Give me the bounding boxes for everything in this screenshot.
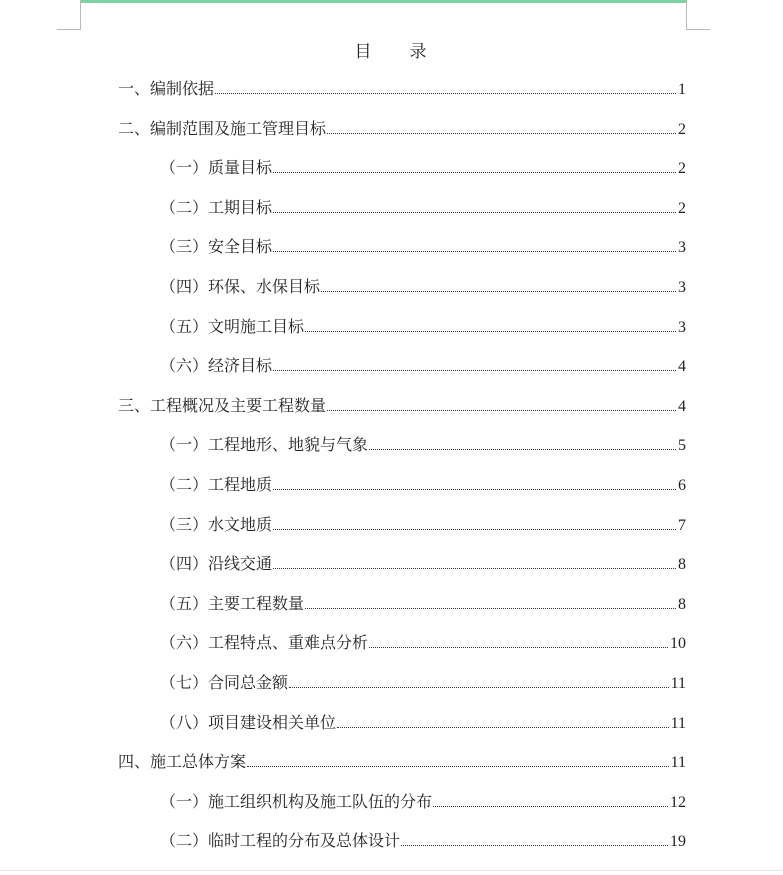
margin-corner-mark-right [686, 0, 710, 30]
toc-entry-label: 二、编制范围及施工管理目标 [118, 118, 327, 138]
toc-page-number: 11 [670, 675, 686, 692]
toc-entry-label: （二）工程地质 [160, 475, 273, 494]
toc-entry-label: （六）工程特点、重难点分析 [160, 633, 369, 653]
toc-dot-leader [401, 845, 668, 846]
toc-dot-leader [305, 331, 676, 332]
toc-entry[interactable] [160, 672, 686, 694]
toc-page-number: 2 [678, 120, 686, 138]
toc-dot-leader [327, 410, 676, 411]
toc-entry-label: （三）水文地质 [160, 514, 273, 534]
toc-entry-label: 四、施工总体方案 [118, 752, 247, 772]
toc-entry[interactable] [160, 236, 686, 258]
toc-entry[interactable] [160, 316, 686, 338]
toc-page-number: 2 [678, 160, 686, 178]
toc-entry[interactable] [160, 276, 686, 298]
toc-entry-label: （五）文明施工目标 [160, 316, 305, 336]
toc-entry[interactable] [160, 791, 686, 813]
toc-entry-label: （八）项目建设相关单位 [160, 712, 337, 732]
page-bottom-divider [0, 870, 783, 871]
toc-page-number: 3 [678, 318, 686, 336]
toc-entry[interactable] [160, 355, 686, 377]
toc-entry-label: （一）质量目标 [160, 158, 273, 178]
toc-entry[interactable] [160, 712, 686, 734]
toc-page-number: 6 [678, 477, 686, 494]
toc-entry-label: （四）沿线交通 [160, 554, 273, 574]
toc-entry[interactable] [118, 118, 686, 140]
toc-page-number: 1 [678, 81, 686, 98]
toc-page-number: 19 [670, 833, 686, 851]
toc-entry[interactable] [160, 632, 686, 654]
toc-page-number: 11 [670, 714, 686, 732]
toc-dot-leader [369, 449, 676, 450]
toc-dot-leader [273, 568, 676, 569]
margin-corner-mark-left [57, 0, 81, 30]
toc-dot-leader [327, 133, 676, 134]
toc-entry[interactable] [160, 593, 686, 615]
toc-dot-leader [273, 370, 676, 371]
toc-entry-label: 三、工程概况及主要工程数量 [118, 395, 327, 415]
toc-page-number: 3 [678, 239, 686, 257]
toc-entry-label: （三）安全目标 [160, 237, 273, 257]
toc-entry[interactable] [160, 830, 686, 852]
toc-entry-label: （一）施工组织机构及施工队伍的分布 [160, 791, 433, 811]
toc-dot-leader [321, 291, 676, 292]
toc-entry-label: （一）工程地形、地貌与气象 [160, 435, 369, 455]
toc-page-number: 2 [678, 199, 686, 217]
toc-entry[interactable] [118, 78, 686, 100]
toc-dot-leader [337, 727, 669, 728]
toc-page-number: 8 [678, 595, 686, 613]
toc-entry-label: （四）环保、水保目标 [160, 277, 321, 296]
toc-dot-leader [433, 806, 668, 807]
toc-dot-leader [273, 251, 676, 252]
toc-entry-label: （五）主要工程数量 [160, 593, 305, 613]
toc-entry-label: （二）工期目标 [160, 197, 273, 217]
toc-dot-leader [247, 766, 669, 767]
toc-entry[interactable] [118, 751, 686, 773]
toc-dot-leader [305, 608, 676, 609]
toc-entry-label: 一、编制依据 [118, 79, 215, 98]
toc-dot-leader [273, 529, 676, 530]
toc-dot-leader [369, 647, 668, 648]
toc-page-number: 4 [678, 358, 686, 376]
toc-page-number: 5 [678, 437, 686, 455]
toc-page-number: 10 [670, 635, 686, 653]
toc-dot-leader [273, 489, 676, 490]
toc-dot-leader [273, 212, 676, 213]
toc-page-number: 8 [678, 556, 686, 574]
toc-dot-leader [289, 687, 669, 688]
toc-page-number: 4 [678, 397, 686, 415]
page-top-border [80, 0, 686, 3]
toc-page-number: 11 [670, 754, 686, 772]
toc-entry[interactable] [160, 514, 686, 536]
toc-entry[interactable] [160, 197, 686, 219]
toc-dot-leader [273, 172, 676, 173]
toc-title: 目录 [354, 42, 465, 62]
toc-entry[interactable] [118, 395, 686, 417]
toc-entry[interactable] [160, 553, 686, 575]
toc-dot-leader [215, 93, 676, 94]
toc-entry-label: （六）经济目标 [160, 356, 273, 376]
toc-page-number: 12 [670, 793, 686, 811]
toc-entry-label: （七）合同总金额 [160, 673, 289, 692]
toc-entry[interactable] [160, 157, 686, 179]
toc-page-number: 7 [678, 516, 686, 534]
toc-entry[interactable] [160, 434, 686, 456]
toc-entry-label: （二）临时工程的分布及总体设计 [160, 831, 401, 851]
toc-entry[interactable] [160, 474, 686, 496]
toc-page-number: 3 [678, 279, 686, 296]
